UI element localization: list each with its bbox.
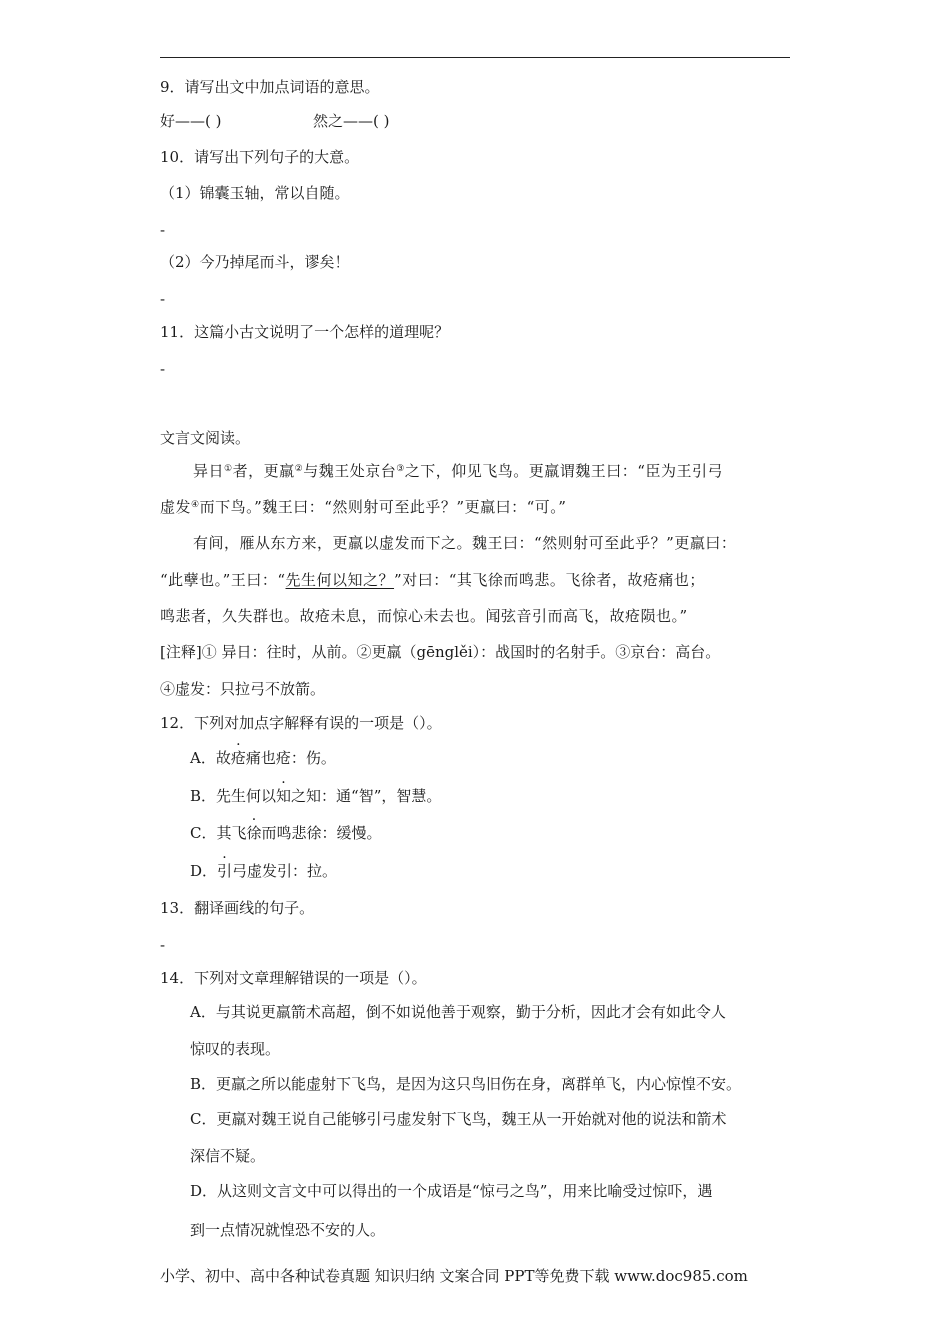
option-text: 痛也疮：伤。 xyxy=(245,749,336,767)
q10-sentence-2: （2）今乃掉尾而斗，谬矣！ xyxy=(160,253,350,271)
passage-text: 虚发 xyxy=(160,498,192,516)
footer-banner: 小学、初中、高中各种试卷真题 知识归纳 文案合同 PPT等免费下载 www.doc985.com xyxy=(160,1267,748,1285)
passage-paragraph-2-line-2 xyxy=(160,570,705,590)
passage-text: “此孽也。”王曰：“ xyxy=(160,571,286,589)
header-rule xyxy=(160,57,790,58)
q10-sentence-1: （1）锦囊玉轴，常以自随。 xyxy=(160,184,350,202)
q13-answer-blank: - xyxy=(160,936,166,954)
q14-option-d-line-1[interactable]: D．从这则文言文中可以得出的一个成语是“惊弓之鸟”，用来比喻受过惊吓，遇 xyxy=(190,1182,713,1200)
passage-text: ”对曰：“其飞徐而鸣悲。飞徐者，故疮痛也； xyxy=(394,571,705,589)
passage-paragraph-1-line-2 xyxy=(160,497,566,517)
q9-item-ranzhi: 然之——( ) xyxy=(313,112,390,130)
q10-prompt: 10．请写出下列句子的大意。 xyxy=(160,148,360,166)
dotted-character: 徐 xyxy=(246,824,262,842)
footnote-marker: ① xyxy=(224,464,233,474)
passage-text: 与魏王处京台 xyxy=(303,462,397,480)
footnote-marker: ② xyxy=(294,464,304,474)
q11-prompt: 11．这篇小古文说明了一个怎样的道理呢？ xyxy=(160,323,450,341)
footnote-marker: ③ xyxy=(396,464,405,474)
passage-text: 之下，仰见飞鸟。更羸谓魏王曰：“臣为王引弓 xyxy=(404,462,723,480)
q9-item-hao: 好——( ) xyxy=(160,112,222,130)
dotted-character: 引 xyxy=(217,862,233,880)
q14-option-a-line-2: 惊叹的表现。 xyxy=(190,1040,281,1058)
option-text: B．先生何以 xyxy=(190,787,277,805)
q11-answer-blank: - xyxy=(160,360,166,378)
q12-option-d[interactable] xyxy=(190,861,337,881)
q14-option-c-line-1[interactable]: C．更羸对魏王说自己能够引弓虚发射下飞鸟，魏王从一开始就对他的说法和箭术 xyxy=(190,1110,727,1128)
option-text: D． xyxy=(190,862,218,880)
passage-paragraph-1-line-1 xyxy=(193,461,723,481)
dotted-character: 疮 xyxy=(230,749,246,767)
option-text: A．故 xyxy=(190,749,231,767)
passage-notes-line-2: ④虚发：只拉弓不放箭。 xyxy=(160,680,326,698)
q10-answer-blank-1: - xyxy=(160,221,166,239)
passage-text: 异日 xyxy=(193,462,225,480)
dotted-character: 知 xyxy=(276,787,292,805)
passage-paragraph-2-line-1: 有间，雁从东方来，更羸以虚发而下之。魏王曰：“然则射可至此乎？”更羸曰： xyxy=(193,534,737,552)
underlined-sentence: 先生何以知之？ xyxy=(285,571,395,589)
q14-option-c-line-2: 深信不疑。 xyxy=(190,1147,266,1165)
q14-option-d-line-2: 到一点情况就惶恐不安的人。 xyxy=(190,1221,386,1239)
q14-option-b[interactable]: B．更羸之所以能虚射下飞鸟，是因为这只鸟旧伤在身，离群单飞，内心惊惶不安。 xyxy=(190,1075,742,1093)
passage-text: 者，更羸 xyxy=(232,462,295,480)
q12-prompt: 12．下列对加点字解释有误的一项是（）。 xyxy=(160,714,442,732)
q9-prompt: 9．请写出文中加点词语的意思。 xyxy=(160,78,380,96)
passage-heading: 文言文阅读。 xyxy=(160,429,251,447)
q12-option-b[interactable] xyxy=(190,786,441,806)
footnote-marker: ④ xyxy=(191,500,200,510)
option-text: 而鸣悲徐：缓慢。 xyxy=(261,824,382,842)
option-text: C．其飞 xyxy=(190,824,247,842)
q14-prompt: 14．下列对文章理解错误的一项是（）。 xyxy=(160,969,427,987)
q12-option-a[interactable] xyxy=(190,748,336,768)
passage-paragraph-2-line-3: 鸣悲者，久失群也。故疮未息，而惊心未去也。闻弦音引而高飞，故疮陨也。” xyxy=(160,607,688,625)
passage-text: 而下鸟。”魏王曰：“然则射可至此乎？”更羸曰：“可。” xyxy=(199,498,567,516)
q12-option-c[interactable] xyxy=(190,823,382,843)
q14-option-a-line-1[interactable]: A．与其说更羸箭术高超，倒不如说他善于观察，勤于分析，因此才会有如此令人 xyxy=(190,1003,726,1021)
q10-answer-blank-2: - xyxy=(160,290,166,308)
q13-prompt: 13．翻译画线的句子。 xyxy=(160,899,315,917)
option-text: 之知：通“智”，智慧。 xyxy=(291,787,442,805)
option-text: 弓虚发引：拉。 xyxy=(232,862,338,880)
passage-notes-line-1: [注释]① 异日：往时，从前。②更羸（gēnglěi）：战国时的名射手。③京台：高台。 xyxy=(160,643,721,661)
